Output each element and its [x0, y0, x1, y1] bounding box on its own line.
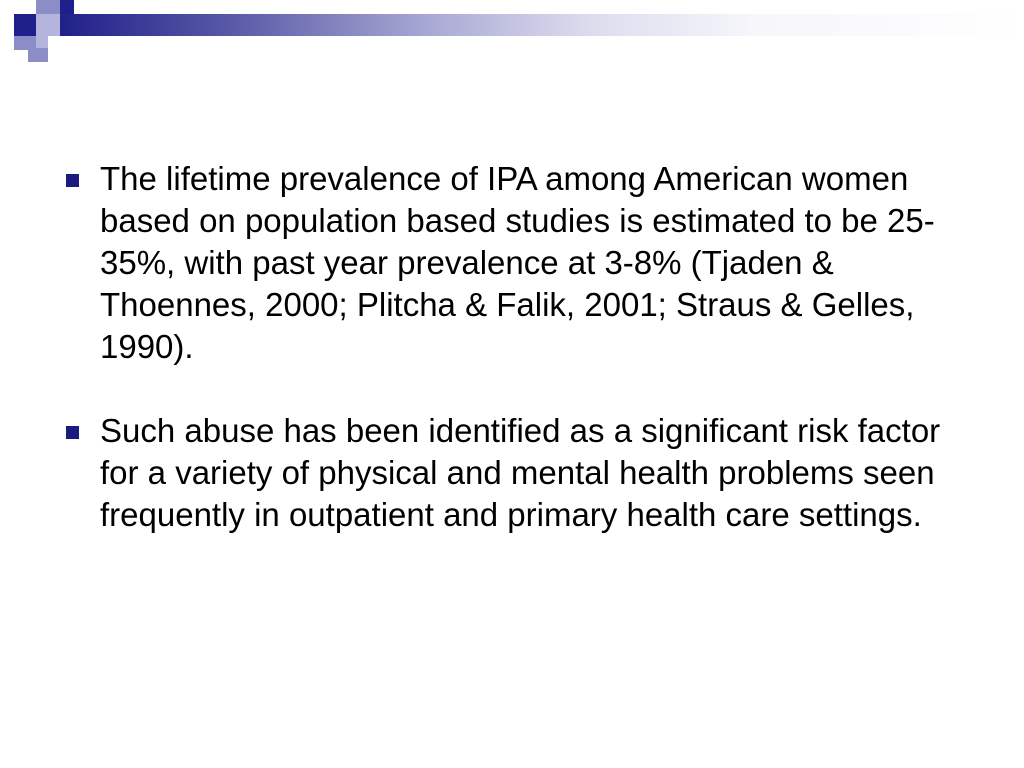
header-square-lavender-5	[28, 48, 48, 62]
square-bullet-icon	[66, 426, 79, 439]
header-decoration	[0, 0, 1024, 70]
bullet-item-risk-factor	[62, 410, 962, 536]
header-gradient-bar	[60, 14, 1024, 36]
square-bullet-icon	[66, 174, 79, 187]
header-square-lavender-2	[36, 14, 60, 36]
header-square-lavender-1	[36, 0, 60, 14]
bullet-item-prevalence	[62, 158, 962, 368]
header-square-navy-2	[60, 0, 74, 14]
header-square-navy-1	[14, 14, 36, 36]
bullet-list	[62, 158, 962, 578]
header-square-lavender-4	[36, 36, 48, 48]
bullet-text: Such abuse has been identified as a significant risk factor for a variety of physical and mental health problems seen frequently in outpatient and primary health care settings.	[100, 412, 941, 533]
bullet-text: The lifetime prevalence of IPA among American women based on population based studies is estimated to be 25-35%, with past year prevalence at 3-8% (Tjaden & Thoennes, 2000; Plitcha & Falik, 2001; Straus & Gelles, 1990).	[100, 160, 935, 365]
